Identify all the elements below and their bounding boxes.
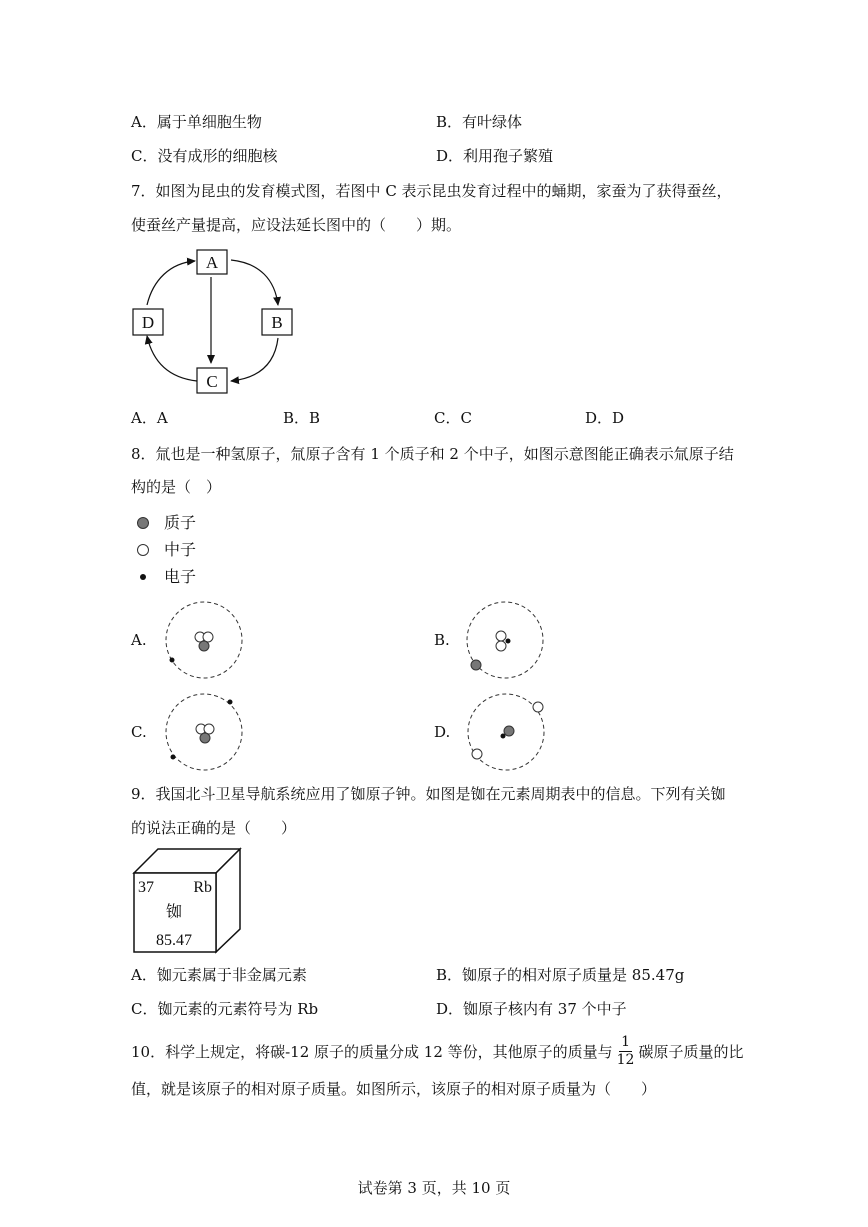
q8-option-c-label: C. (131, 723, 147, 741)
q10-stem-line1 (131, 1028, 743, 1074)
legend-proton-label: 质子 (164, 513, 197, 532)
electron (171, 755, 176, 760)
neutron (533, 702, 543, 712)
q8-stem-line1: 8．氚也是一种氢原子，氚原子含有 1 个质子和 2 个中子，如图示意图能正确表示氚原子结 (131, 445, 734, 463)
proton (471, 660, 481, 670)
q8-option-d-label: D. (434, 723, 451, 741)
node-label-b: B (271, 313, 283, 332)
proton (200, 733, 210, 743)
particle-legend-icons (134, 514, 154, 586)
q8-option-a-label: A. (131, 631, 147, 649)
neutron (204, 724, 214, 734)
element-name: 铷 (165, 904, 183, 921)
rubidium-element-card (128, 846, 246, 956)
atomic-number: 37 (138, 879, 154, 896)
neutron (472, 749, 482, 759)
q7-stem-line1: 7．如图为昆虫的发育模式图，若图中 C 表示昆虫发育过程中的蛹期，家蚕为了获得蚕丝， (131, 182, 732, 200)
electron-legend-icon (140, 574, 146, 580)
node-label-a: A (205, 253, 219, 272)
q7-stem-line2: 使蚕丝产量提高，应设法延长图中的（ ）期。 (131, 216, 462, 234)
legend-electron-label: 电子 (164, 567, 197, 586)
atom-model-b (460, 600, 550, 680)
fraction-numerator: 1 (621, 1033, 631, 1050)
page-footer: 试卷第 3 页，共 10 页 (357, 1179, 511, 1197)
atom-model-a (160, 600, 250, 680)
arrow-d-to-a (147, 261, 195, 305)
q6-option-a: A．属于单细胞生物 (131, 113, 262, 131)
q9-option-b: B．铷原子的相对原子质量是 85.47g (436, 966, 685, 984)
arrow-c-to-d (147, 336, 197, 381)
q6-option-b: B．有叶绿体 (436, 113, 523, 131)
q9-option-c: C．铷元素的元素符号为 Rb (131, 1000, 319, 1018)
neutron (496, 631, 506, 641)
fraction-one-twelfth (615, 1034, 637, 1069)
insect-development-diagram (125, 245, 300, 400)
atom-model-c (160, 692, 250, 772)
electron (170, 658, 175, 663)
node-label-c: C (206, 372, 218, 391)
q9-stem-line2: 的说法正确的是（ ） (131, 819, 297, 837)
q8-option-b-label: B. (434, 631, 450, 649)
q9-option-d: D．铷原子核内有 37 个中子 (436, 1000, 627, 1018)
fraction-denominator: 12 (616, 1051, 635, 1068)
atomic-mass: 85.47 (156, 932, 192, 949)
q7-option-a: A．A (131, 409, 168, 427)
element-symbol: Rb (193, 879, 212, 896)
q6-option-d: D．利用孢子繁殖 (436, 147, 554, 165)
q8-stem-line2: 构的是（ ） (131, 478, 222, 496)
q7-option-c: C．C (434, 409, 472, 427)
neutron (203, 632, 213, 642)
proton (199, 641, 209, 651)
q10-text-after-fraction: 碳原子质量的比 (638, 1042, 744, 1061)
q7-option-d: D．D (585, 409, 625, 427)
arrow-a-to-b (231, 260, 278, 305)
atom-model-d (462, 692, 552, 772)
node-label-d: D (141, 313, 155, 332)
q6-option-c: C．没有成形的细胞核 (131, 147, 278, 165)
legend-neutron-label: 中子 (164, 540, 197, 559)
q10-text-before-fraction: 10．科学上规定，将碳-12 原子的质量分成 12 等份，其他原子的质量与 (131, 1042, 613, 1061)
arrow-b-to-c (231, 338, 278, 381)
proton-legend-icon (138, 518, 149, 529)
q9-option-a: A．铷元素属于非金属元素 (131, 966, 307, 984)
q9-stem-line1: 9．我国北斗卫星导航系统应用了铷原子钟。如图是铷在元素周期表中的信息。下列有关铷 (131, 785, 726, 803)
q7-option-b: B．B (283, 409, 321, 427)
neutron (496, 641, 506, 651)
proton (504, 726, 514, 736)
electron (501, 734, 506, 739)
electron (506, 639, 511, 644)
neutron-legend-icon (138, 545, 149, 556)
q10-stem-line2: 值，就是该原子的相对原子质量。如图所示，该原子的相对原子质量为（ ） (131, 1080, 657, 1098)
electron (228, 700, 233, 705)
